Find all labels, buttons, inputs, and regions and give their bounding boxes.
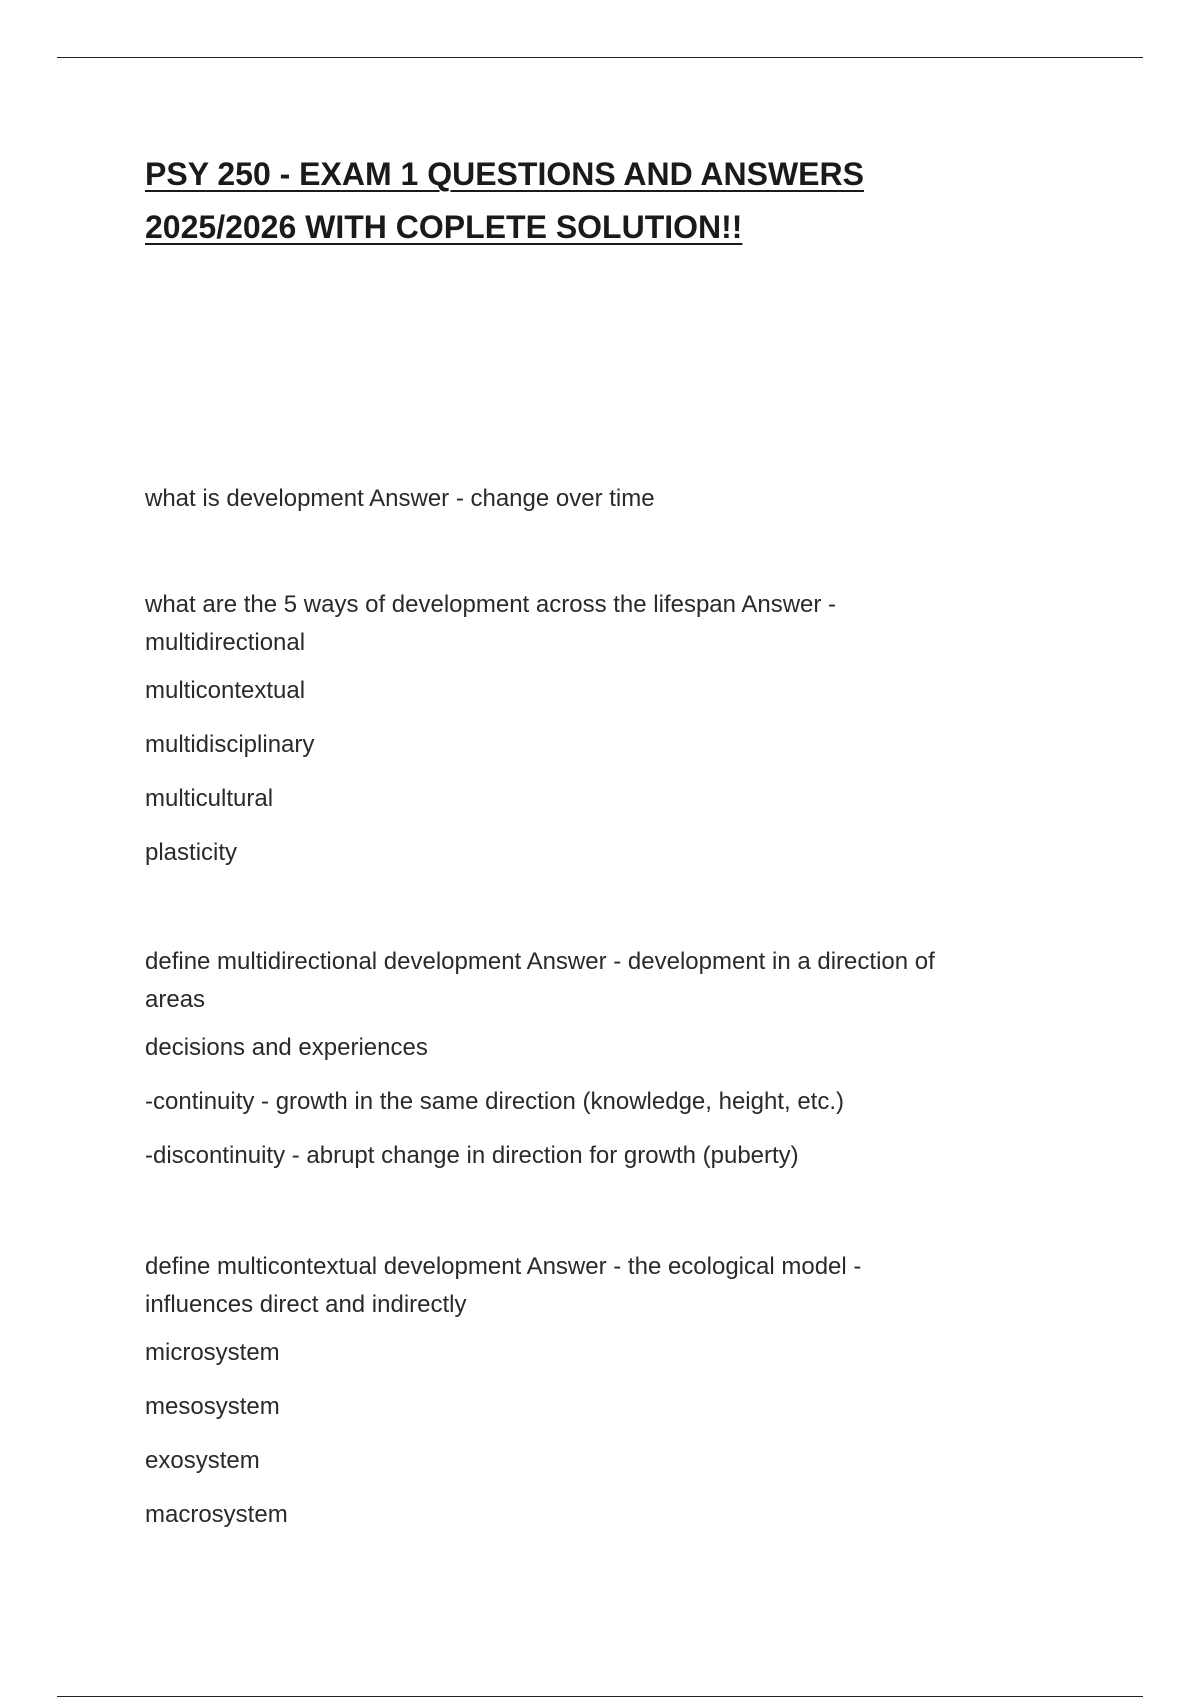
answer-line: macrosystem	[145, 1501, 288, 1528]
question-line: what is development Answer - change over time	[145, 485, 655, 512]
question-text	[145, 943, 1045, 1019]
answer-line: -discontinuity - abrupt change in direction for growth (puberty)	[145, 1142, 799, 1169]
document-title	[145, 148, 1045, 254]
answer-line: multicultural	[145, 785, 274, 812]
answer-line: exosystem	[145, 1447, 260, 1474]
question-line: areas	[145, 986, 206, 1013]
question-line: influences direct and indirectly	[145, 1291, 467, 1318]
qa-item	[145, 586, 1045, 868]
answer-line: multidisciplinary	[145, 731, 315, 758]
answer-line: mesosystem	[145, 1393, 280, 1420]
question-text	[145, 586, 1045, 662]
title-line-2: 2025/2026 WITH COPLETE SOLUTION!!	[145, 209, 743, 245]
qa-item	[145, 480, 1045, 518]
question-text	[145, 480, 1045, 518]
question-text	[145, 1248, 1045, 1324]
answer-line: decisions and experiences	[145, 1034, 428, 1061]
question-line: define multidirectional development Answer - development in a direction of	[145, 948, 935, 975]
answer-line: plasticity	[145, 839, 238, 866]
bottom-rule	[57, 1696, 1143, 1697]
qa-item	[145, 1248, 1045, 1530]
qa-item	[145, 943, 1045, 1171]
question-line: what are the 5 ways of development across the lifespan Answer -	[145, 591, 837, 618]
answer-line: -continuity - growth in the same direction (knowledge, height, etc.)	[145, 1088, 845, 1115]
question-line: define multicontextual development Answer - the ecological model -	[145, 1253, 862, 1280]
answer-line: multicontextual	[145, 677, 306, 704]
top-rule	[57, 57, 1143, 58]
title-line-1: PSY 250 - EXAM 1 QUESTIONS AND ANSWERS	[145, 156, 864, 192]
answer-line: microsystem	[145, 1339, 280, 1366]
question-line: multidirectional	[145, 629, 306, 656]
